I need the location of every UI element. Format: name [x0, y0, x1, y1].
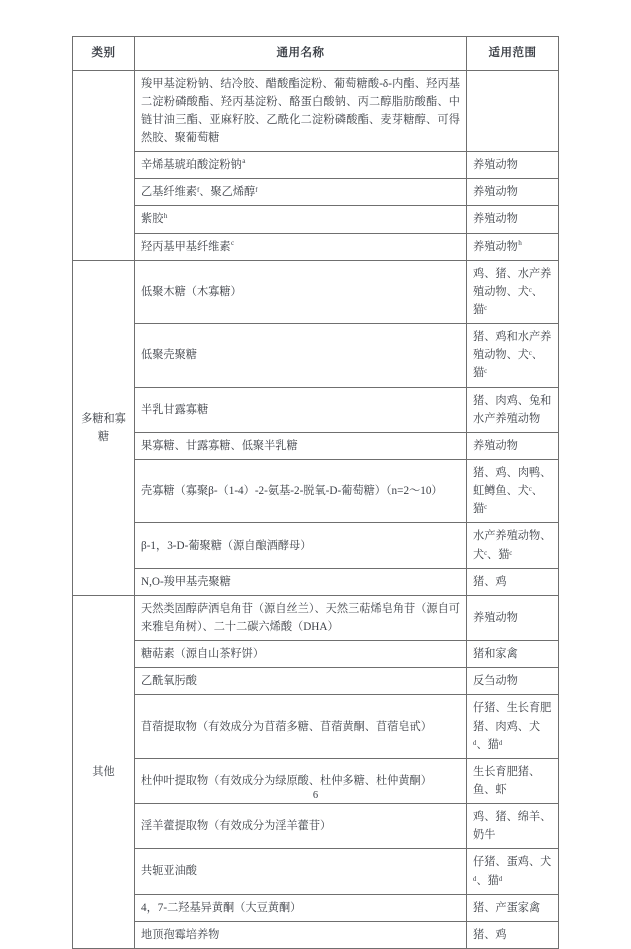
- column-header-common-name: 通用名称: [135, 37, 467, 71]
- table-row: [73, 70, 559, 152]
- table-row: [73, 432, 559, 459]
- common-name-cell: 半乳甘露寡糖: [135, 387, 467, 432]
- category-cell-group-0: [73, 70, 135, 260]
- scope-cell: 养殖动物: [467, 206, 559, 233]
- common-name-cell: [135, 152, 467, 179]
- common-name-cell: 低聚壳聚糖: [135, 324, 467, 387]
- column-header-category: 类别: [73, 37, 135, 71]
- scope-cell: 猪、鸡和水产养殖动物、犬ᶜ、猫ᶜ: [467, 324, 559, 387]
- footnote-marker: h: [163, 211, 168, 220]
- common-name-cell: β-1，3-D-葡聚糖（源自酿酒酵母）: [135, 523, 467, 568]
- table-row: [73, 233, 559, 260]
- scope-cell: 鸡、猪、水产养殖动物、犬ᶜ、猫ᶜ: [467, 260, 559, 323]
- common-name-text: 紫胶: [141, 213, 164, 226]
- table-row: [73, 894, 559, 921]
- scope-cell: 猪、肉鸡、兔和水产养殖动物: [467, 387, 559, 432]
- scope-cell: 养殖动物: [467, 152, 559, 179]
- scope-cell: 反刍动物: [467, 668, 559, 695]
- common-name-cell: 壳寡糖（寡聚β-（1-4）-2-氨基-2-脱氧-D-葡萄糖）（n=2～10）: [135, 460, 467, 523]
- common-name-cell: 羧甲基淀粉钠、结冷胶、醋酸酯淀粉、葡萄糖酸-δ-内酯、羟丙基二淀粉磷酸酯、羟丙基淀粉、酪蛋白酸钠、丙二醇脂肪酸酯、中链甘油三酯、亚麻籽胶、乙酰化二淀粉磷酸酯、麦芽糖醇、可得然胶、聚葡萄糖: [135, 70, 467, 152]
- common-name-cell: [135, 206, 467, 233]
- scope-cell: 鸡、猪、绵羊、奶牛: [467, 804, 559, 849]
- common-name-cell: 乙酰氧肟酸: [135, 668, 467, 695]
- page-number: 6: [312, 790, 319, 801]
- footnote-marker: a: [242, 157, 246, 166]
- common-name-text: 羟丙基甲基纤维素: [141, 240, 231, 253]
- scope-cell: 养殖动物: [467, 179, 559, 206]
- common-name-cell: 低聚木糖（木寡糖）: [135, 260, 467, 323]
- common-name-cell: 乙基纤维素ᶠ、聚乙烯醇ᶠ: [135, 179, 467, 206]
- scope-cell: 猪、鸡: [467, 568, 559, 595]
- scope-cell: 水产养殖动物、犬ᶜ、猫ᶜ: [467, 523, 559, 568]
- scope-cell: 养殖动物: [467, 595, 559, 640]
- scope-cell: 养殖动物: [467, 432, 559, 459]
- common-name-cell: 地顶孢霉培养物: [135, 921, 467, 948]
- scope-text: 养殖动物: [473, 240, 518, 253]
- table-body: [73, 70, 559, 948]
- table-row: [73, 387, 559, 432]
- scope-cell: 生长育肥猪、鱼、虾: [467, 758, 559, 803]
- common-name-cell: 共轭亚油酸: [135, 849, 467, 894]
- table-row: [73, 568, 559, 595]
- common-name-cell: [135, 233, 467, 260]
- table-row: [73, 460, 559, 523]
- common-name-cell: 杜仲叶提取物（有效成分为绿原酸、杜仲多糖、杜仲黄酮）: [135, 758, 467, 803]
- scope-cell: 猪、鸡: [467, 921, 559, 948]
- table-header-row: [73, 37, 559, 71]
- category-cell-polysaccharides: 多糖和寡糖: [73, 260, 135, 595]
- table-row: [73, 260, 559, 323]
- scope-cell: [467, 70, 559, 152]
- footnote-marker: c: [231, 238, 235, 247]
- table-row: [73, 179, 559, 206]
- table-row: [73, 152, 559, 179]
- common-name-cell: 糖萜素（源自山茶籽饼）: [135, 641, 467, 668]
- common-name-cell: 果寡糖、甘露寡糖、低聚半乳糖: [135, 432, 467, 459]
- category-cell-other: 其他: [73, 595, 135, 948]
- scope-cell: 猪、鸡、肉鸭、虹鳟鱼、犬ᶜ、猫ᶜ: [467, 460, 559, 523]
- common-name-cell: 淫羊藿提取物（有效成分为淫羊藿苷）: [135, 804, 467, 849]
- common-name-cell: 4，7-二羟基异黄酮（大豆黄酮）: [135, 894, 467, 921]
- common-name-cell: 苜蓿提取物（有效成分为苜蓿多糖、苜蓿黄酮、苜蓿皂甙）: [135, 695, 467, 758]
- table-row: [73, 804, 559, 849]
- table-row: [73, 849, 559, 894]
- table-row: [73, 641, 559, 668]
- scope-cell: 仔猪、蛋鸡、犬ᵈ、猫ᵈ: [467, 849, 559, 894]
- column-header-scope: 适用范围: [467, 37, 559, 71]
- table-row: [73, 206, 559, 233]
- feed-additive-table: [72, 36, 559, 949]
- common-name-cell: 天然类固醇萨洒皂角苷（源自丝兰）、天然三萜烯皂角苷（源自可来雅皂角树）、二十二碳六烯酸（DHA）: [135, 595, 467, 640]
- table-row: [73, 595, 559, 640]
- common-name-text: 辛烯基琥珀酸淀粉钠: [141, 159, 242, 172]
- footnote-marker: h: [518, 238, 522, 247]
- scope-cell: 仔猪、生长育肥猪、肉鸡、犬ᵈ、猫ᵈ: [467, 695, 559, 758]
- scope-cell: 猪、产蛋家禽: [467, 894, 559, 921]
- common-name-cell: N,O-羧甲基壳聚糖: [135, 568, 467, 595]
- scope-cell: 猪和家禽: [467, 641, 559, 668]
- table-row: [73, 523, 559, 568]
- table-row: [73, 921, 559, 948]
- scope-cell: [467, 233, 559, 260]
- table-row: [73, 324, 559, 387]
- table-row: [73, 668, 559, 695]
- table-row: [73, 695, 559, 758]
